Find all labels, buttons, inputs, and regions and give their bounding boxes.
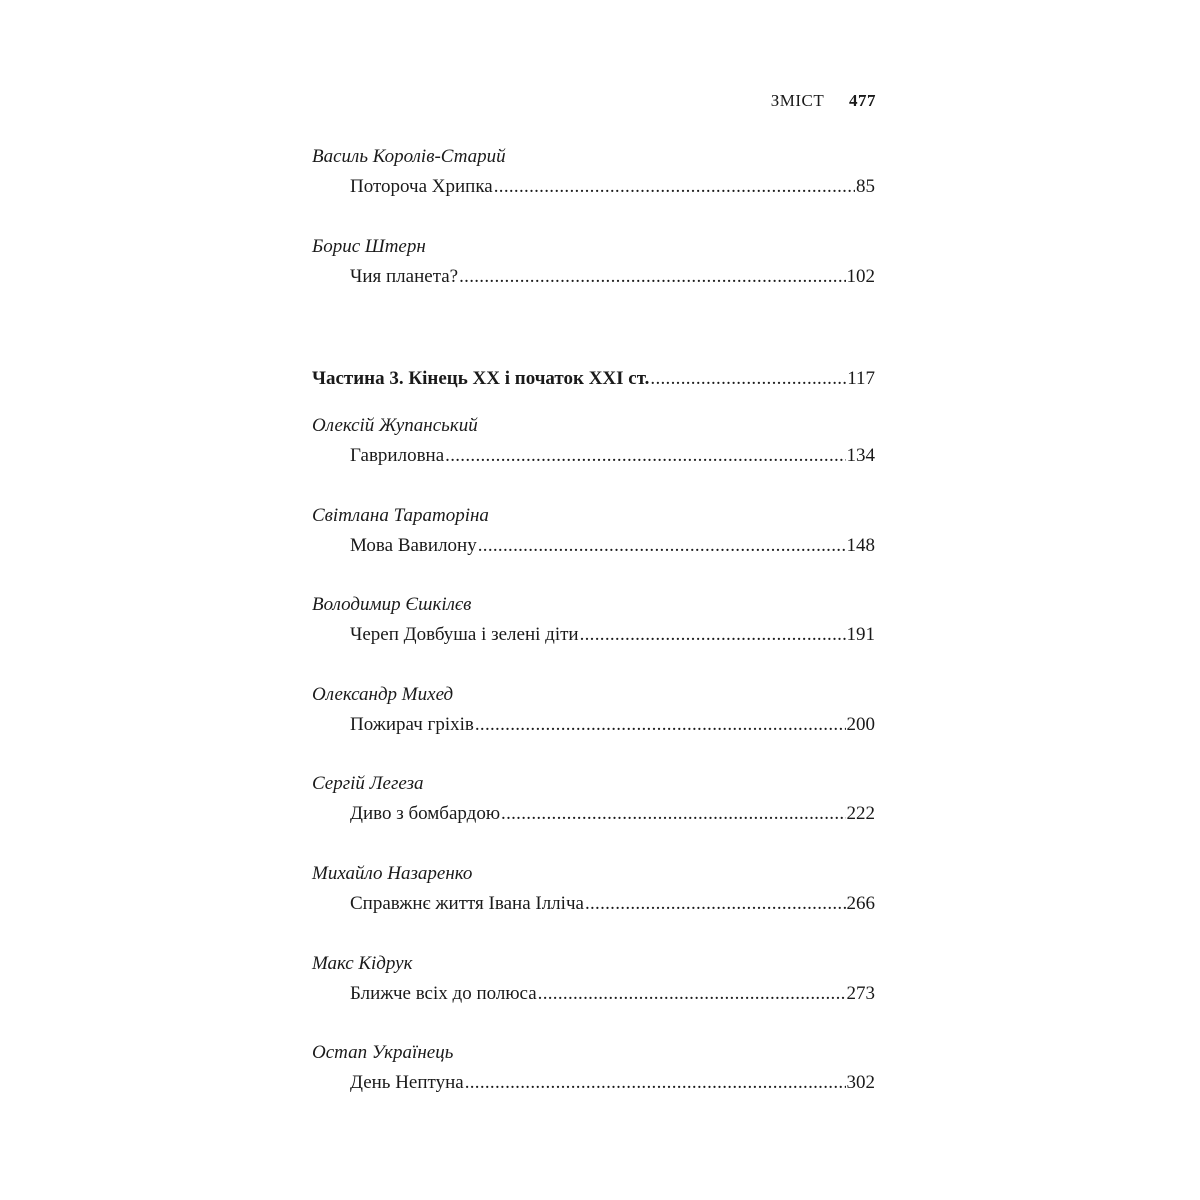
toc-entry-page: 85 [856,176,875,197]
toc-entry-title: Пожирач гріхів [350,714,474,735]
toc-entry-title: Ближче всіх до полюса [350,983,537,1004]
toc-entry-page: 102 [846,266,875,287]
toc-entry-page: 222 [846,803,875,824]
toc-entry-title: Диво з бомбардою [350,803,501,824]
toc-entry-page: 302 [846,1072,875,1093]
toc-entry [350,624,875,646]
toc-author: Василь Королів-Старий [312,146,506,167]
toc-entry [350,983,875,1005]
toc-part-page: 117 [847,368,875,389]
toc-entry [350,266,875,288]
running-head-page-number: 477 [849,91,876,110]
toc-entry-title: Чия планета? [350,266,459,287]
toc-author: Борис Штерн [312,236,426,257]
toc-entry [350,803,875,825]
toc-entry [350,535,875,557]
toc-entry-title: Череп Довбуша і зелені діти [350,624,579,645]
toc-dot-leader [538,983,846,1005]
running-head [771,91,876,111]
toc-entry-title: Справжнє життя Івана Ілліча [350,893,584,914]
toc-entry-page: 191 [846,624,875,645]
toc-entry-title: Потороча Хрипка [350,176,493,197]
toc-dot-leader [475,714,846,736]
toc-entry [350,1072,875,1094]
toc-entry [350,893,875,915]
toc-author: Олександр Михед [312,684,454,705]
toc-entry-title: Мова Вавилону [350,535,477,556]
toc-entry-page: 200 [846,714,875,735]
toc-author: Остап Українець [312,1042,454,1063]
toc-part-heading [312,368,875,390]
toc-entry-page: 266 [846,893,875,914]
toc-author: Володимир Єшкілєв [312,594,472,615]
toc-dot-leader [494,176,855,198]
toc-entry-title: Гавриловна [350,445,445,466]
toc-dot-leader [650,368,846,390]
toc-dot-leader [580,624,846,646]
toc-entry-page: 148 [846,535,875,556]
toc-entry-page: 134 [846,445,875,466]
toc-dot-leader [501,803,845,825]
toc-entry [350,445,875,467]
toc-dot-leader [478,535,846,557]
toc-dot-leader [465,1072,846,1094]
toc-entry [350,714,875,736]
toc-author: Михайло Назаренко [312,863,473,884]
toc-dot-leader [445,445,845,467]
toc-part-title: Частина 3. Кінець ХХ і початок ХХІ ст. [312,368,650,389]
running-head-title: ЗМІСТ [770,91,825,110]
toc-author: Макс Кідрук [312,953,413,974]
toc-author: Олексій Жупанський [312,415,478,436]
toc-dot-leader [585,893,846,915]
toc-author: Сергій Легеза [312,773,424,794]
toc-entry [350,176,875,198]
toc-entry-page: 273 [846,983,875,1004]
toc-dot-leader [459,266,845,288]
toc-author: Світлана Тараторіна [312,505,489,526]
toc-entry-title: День Нептуна [350,1072,464,1093]
